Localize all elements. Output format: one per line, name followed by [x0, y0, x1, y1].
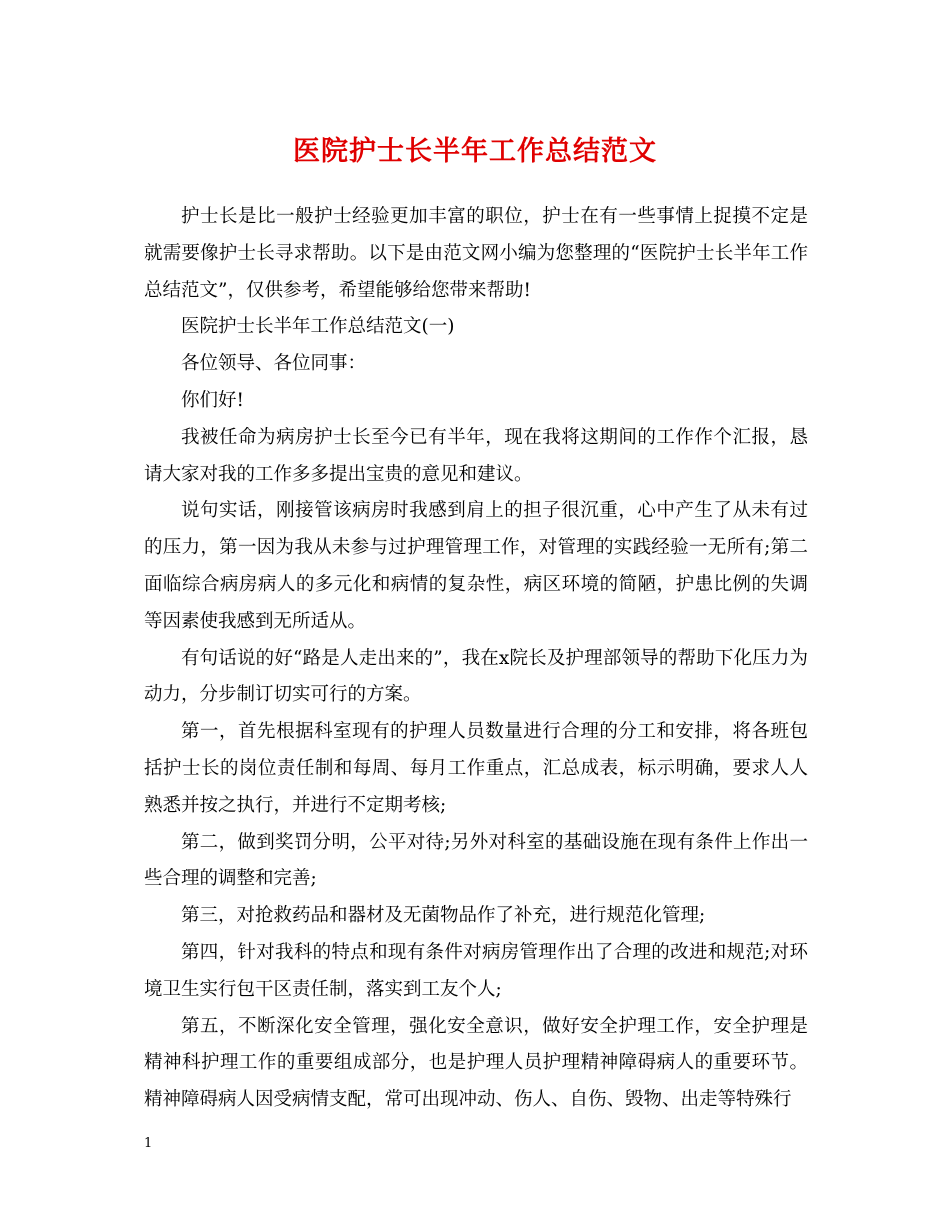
page-number: 1: [144, 1136, 153, 1151]
paragraph-point-4: 第四，针对我科的特点和现有条件对病房管理作出了合理的改进和规范;对环境卫生实行包干区责任制，落实到工友个人;: [144, 941, 808, 1000]
paragraph-appointment: 我被任命为病房护士长至今已有半年，现在我将这期间的工作作个汇报，恳请大家对我的工作多多提出宝贵的意见和建议。: [144, 426, 808, 485]
paragraph-greeting: 你们好!: [181, 389, 244, 411]
paragraph-point-5: 第五，不断深化安全管理，强化安全意识，做好安全护理工作，安全护理是精神科护理工作的重要组成部分，也是护理人员护理精神障碍病人的重要环节。精神障碍病人因受病情支配，常可出现冲动、伤人、自伤、毁物、出走等特殊行: [144, 1015, 808, 1111]
paragraph-salutation: 各位领导、各位同事：: [181, 353, 367, 375]
paragraph-point-3: 第三，对抢救药品和器材及无菌物品作了补充，进行规范化管理;: [181, 905, 706, 927]
paragraph-pressure: 说句实话，刚接管该病房时我感到肩上的担子很沉重，心中产生了从未有过的压力，第一因为我从未参与过护理管理工作，对管理的实践经验一无所有;第二面临综合病房病人的多元化和病情的复杂性，病区环境的简陋，护患比例的失调等因素使我感到无所适从。: [144, 500, 808, 632]
document-body: [144, 199, 808, 1119]
document-title: 医院护士长半年工作总结范文: [293, 136, 657, 167]
paragraph-point-2: 第二，做到奖罚分明，公平对待;另外对科室的基础设施在现有条件上作出一些合理的调整和完善;: [144, 831, 808, 890]
paragraph-intro: 护士长是比一般护士经验更加丰富的职位，护士在有一些事情上捉摸不定是就需要像护士长寻求帮助。以下是由范文网小编为您整理的“医院护士长半年工作总结范文”，仅供参考，希望能够给您带来帮助!: [144, 206, 808, 301]
paragraph-section-heading: 医院护士长半年工作总结范文(一): [181, 316, 455, 338]
paragraph-plan: 有句话说的好“路是人走出来的”，我在x院长及护理部领导的帮助下化压力为动力，分步制订切实可行的方案。: [144, 647, 808, 706]
paragraph-point-1: 第一，首先根据科室现有的护理人员数量进行合理的分工和安排，将各班包括护士长的岗位责任制和每周、每月工作重点，汇总成表，标示明确，要求人人熟悉并按之执行，并进行不定期考核;: [144, 721, 808, 816]
